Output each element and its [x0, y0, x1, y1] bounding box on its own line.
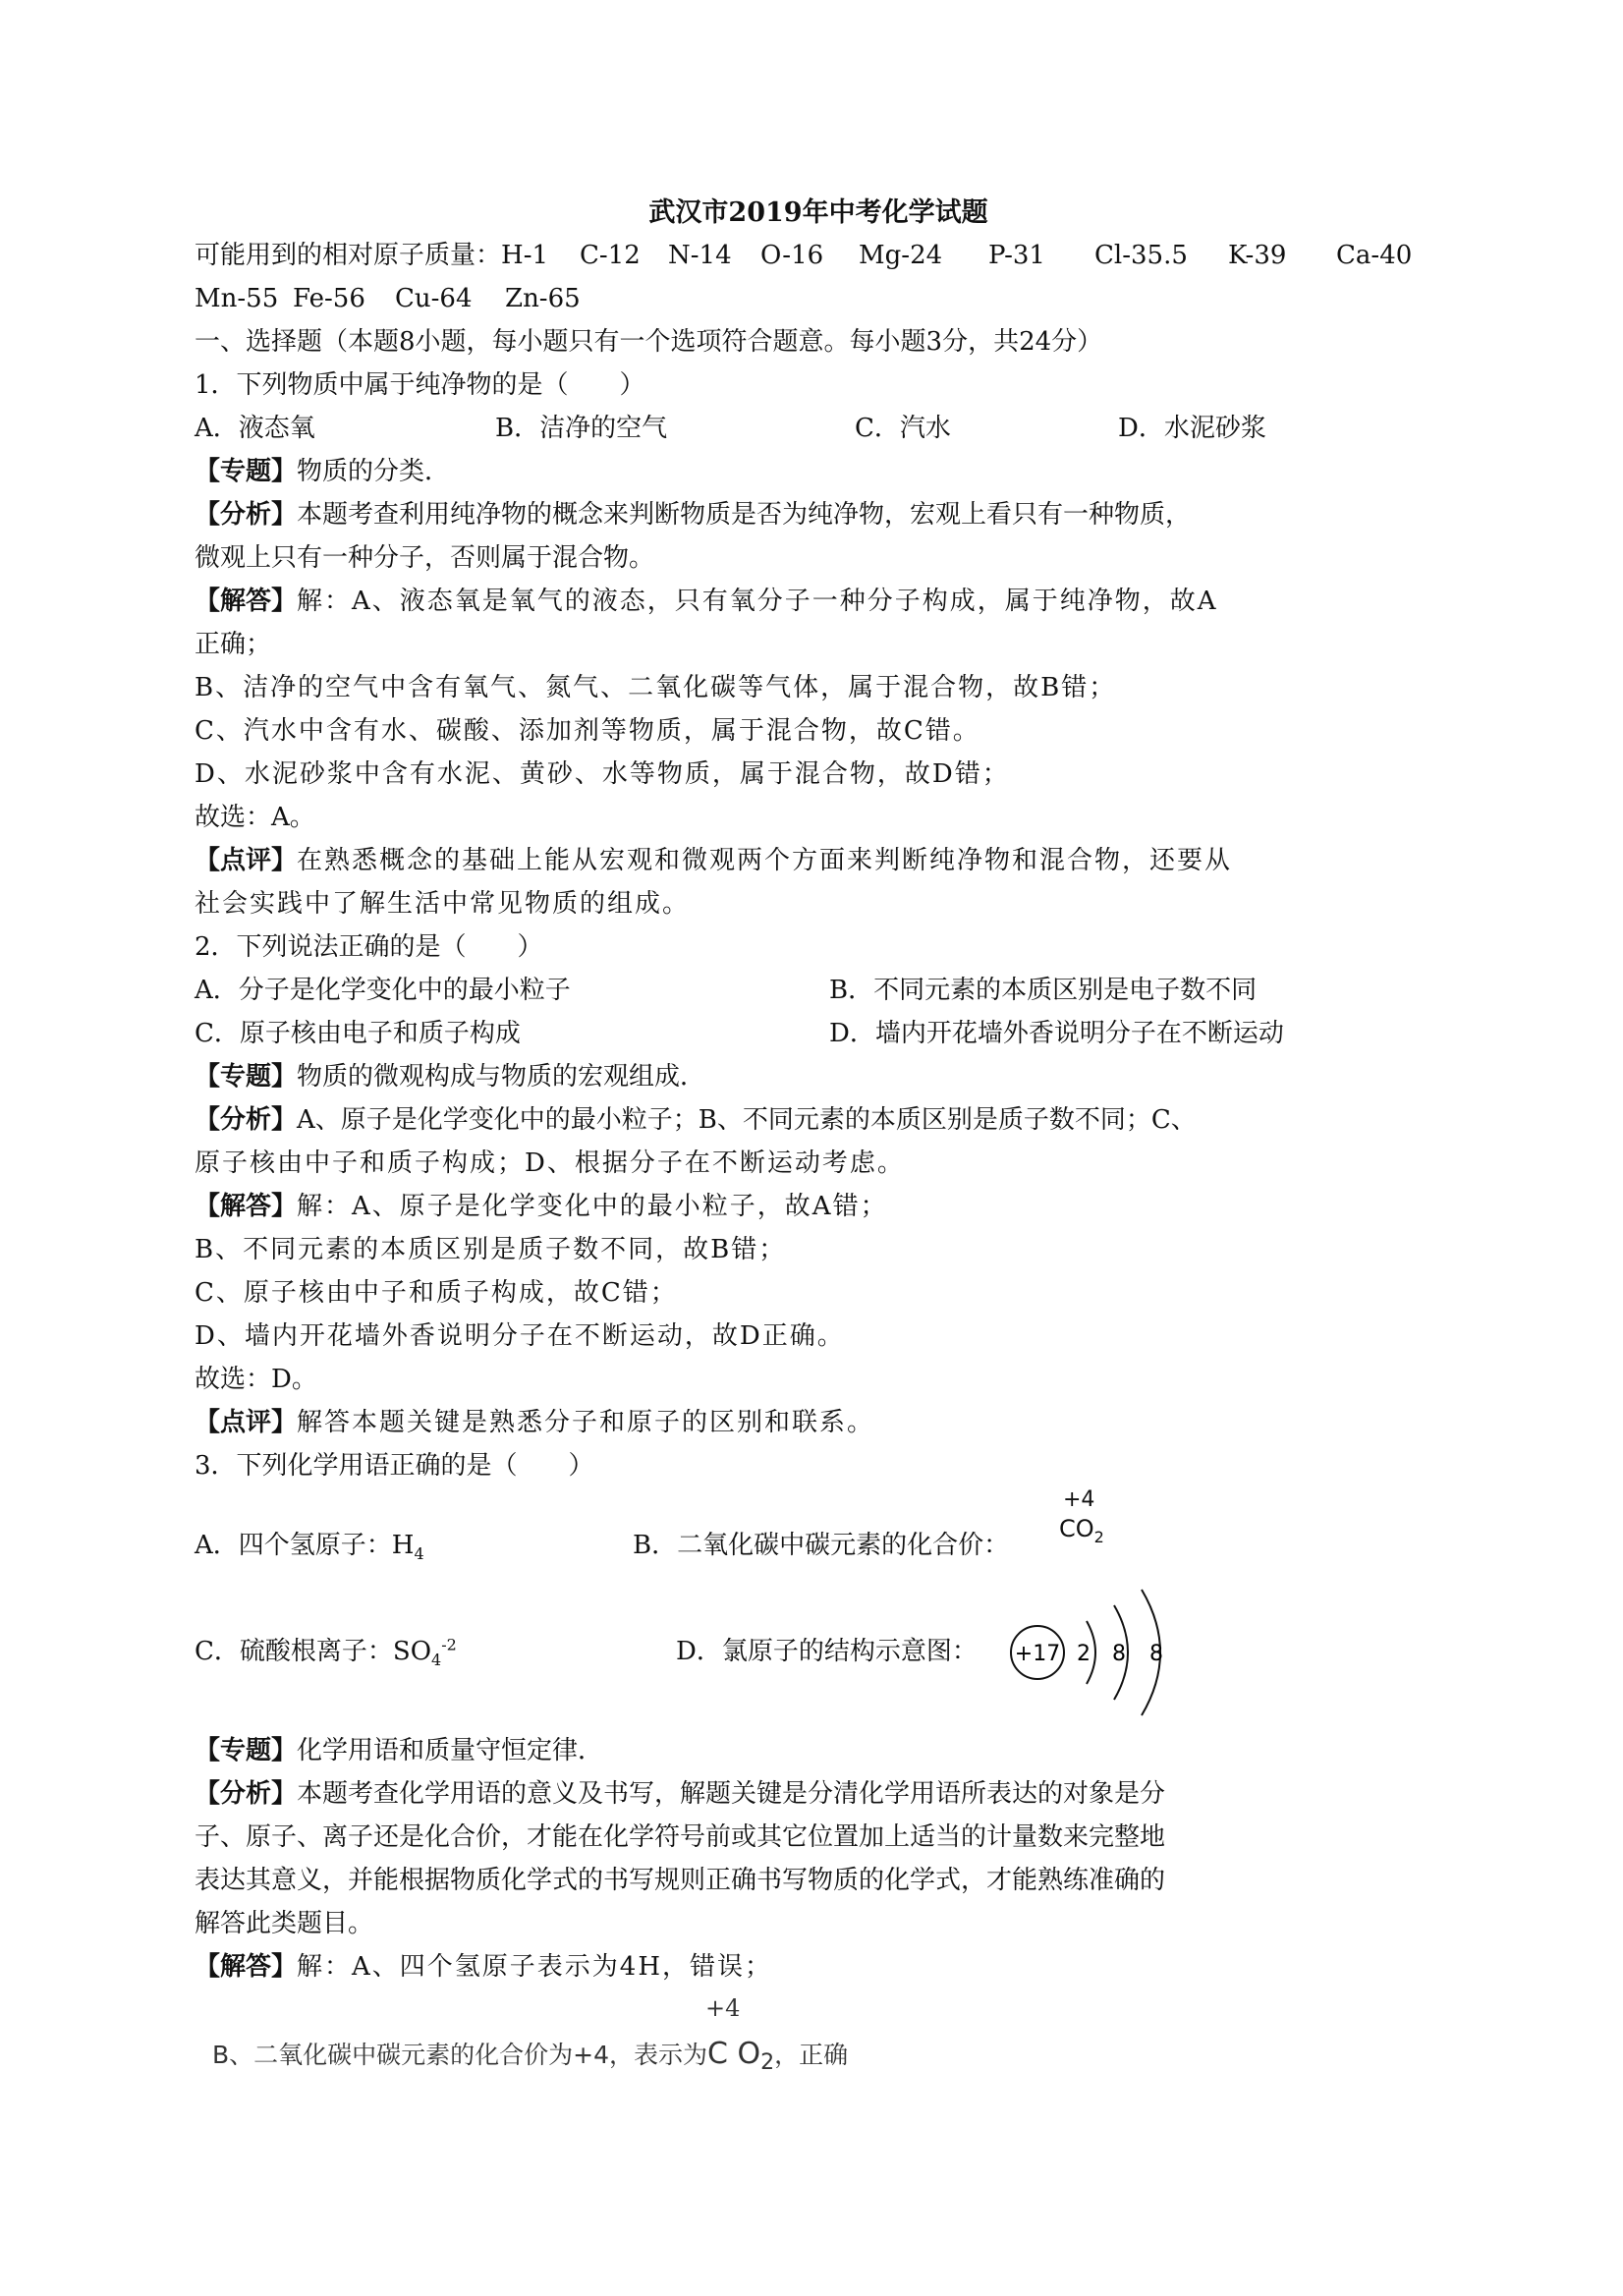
option-d: D．氯原子的结构示意图：: [676, 1637, 978, 1666]
exam-title: 武汉市2019年中考化学试题: [648, 197, 988, 228]
comment-text: 在熟悉概念的基础上能从宏观和微观两个方面来判断纯净物和混合物，还要从: [297, 846, 1233, 875]
atomic-mass: H-1: [501, 241, 549, 270]
q1-answer-line: [195, 580, 1442, 623]
q1-answer-line: 正确；: [195, 630, 272, 659]
analysis-text: 本题考查利用纯净物的概念来判断物质是否为纯净物，宏观上看只有一种物质，: [297, 500, 1192, 530]
option-a-formula: H: [391, 1531, 415, 1560]
option-c-subscript: 4: [431, 1651, 442, 1670]
question-2-options-row-2: [195, 1012, 1442, 1055]
answer-text: 解：A、液态氧是氧气的液态，只有氧分子一种分子构成，属于纯净物，故A: [297, 587, 1218, 616]
comment-tag: 【点评】: [195, 1408, 298, 1437]
analysis-text: A、原子是化学变化中的最小粒子；B、不同元素的本质区别是质子数不同；C、: [297, 1105, 1197, 1135]
q3-analysis-line: [195, 1772, 1442, 1816]
topic-tag: 【专题】: [195, 1062, 298, 1092]
answer-b-formula: C O: [707, 2037, 761, 2071]
q1-answer-line: C、汽水中含有水、碳酸、添加剂等物质，属于混合物，故C错。: [195, 716, 980, 746]
question-3-options-row-2: [195, 1582, 1442, 1729]
topic-text: 物质的微观构成与物质的宏观组成．: [297, 1062, 706, 1092]
topic-tag: 【专题】: [195, 1736, 298, 1765]
q3-analysis-line: 解答此类题目。: [195, 1909, 374, 1938]
q1-comment-line: 社会实践中了解生活中常见物质的组成。: [195, 889, 691, 919]
q1-answer-line: D、水泥砂浆中含有水泥、黄砂、水等物质，属于混合物，故D错；: [195, 759, 1010, 789]
atomic-mass: Cl-35.5: [1094, 241, 1188, 270]
answer-b-line: [212, 2036, 848, 2075]
q2-answer-line: B、不同元素的本质区别是质子数不同，故B错；: [195, 1235, 787, 1264]
atomic-mass: Zn-65: [505, 284, 581, 313]
question-1-stem: 1．下列物质中属于纯净物的是（ ）: [195, 370, 645, 400]
question-2-options-row-1: [195, 969, 1442, 1012]
atomic-mass: Mn-55: [195, 284, 279, 313]
answer-tag: 【解答】: [195, 587, 298, 616]
atomic-mass: Mg-24: [859, 241, 943, 270]
section-heading: 一、选择题（本题8小题，每小题只有一个选项符合题意。每小题3分，共24分）: [195, 327, 1103, 357]
q3-analysis-line: 子、原子、离子还是化合价，才能在化学符号前或其它位置加上适当的计量数来完整地: [195, 1822, 1166, 1852]
formula-text: CO: [1059, 1515, 1094, 1542]
option-c: C．汽水: [855, 414, 951, 443]
answer-b-end: ，正确: [774, 2041, 849, 2069]
q2-answer-line: D、墙内开花墙外香说明分子在不断运动，故D正确。: [195, 1321, 845, 1351]
comment-tag: 【点评】: [195, 846, 298, 875]
answer-tag: 【解答】: [195, 1952, 298, 1982]
atomic-mass: K-39: [1228, 241, 1287, 270]
option-b: B．洁净的空气: [495, 414, 668, 443]
option-b: B．二氧化碳中碳元素的化合价：: [633, 1531, 1010, 1560]
q2-comment-line: [195, 1401, 1442, 1444]
q1-analysis-line: 微观上只有一种分子，否则属于混合物。: [195, 543, 655, 573]
option-a: A．液态氧: [195, 414, 315, 443]
atomic-mass-label: 可能用到的相对原子质量：: [195, 241, 502, 270]
q2-analysis-line: [195, 1098, 1442, 1142]
answer-text: 解：A、原子是化学变化中的最小粒子，故A错；: [297, 1192, 888, 1221]
atomic-mass: Cu-64: [395, 284, 473, 313]
question-1-options: [195, 407, 1442, 450]
q1-answer-line: 故选：A。: [195, 803, 315, 832]
q1-topic: [195, 450, 1442, 493]
option-a: [195, 1525, 424, 1563]
atomic-mass-row-2: [195, 277, 1442, 320]
q2-answer-line: [195, 1185, 1442, 1228]
option-b-charge: +4: [1063, 1487, 1095, 1512]
atomic-mass: Fe-56: [293, 284, 365, 313]
option-b-formula: [1059, 1515, 1104, 1546]
option-c-text: C．硫酸根离子：: [195, 1637, 393, 1666]
shell-electrons-3: 8: [1149, 1642, 1163, 1666]
atomic-mass-row-1: [195, 234, 1442, 277]
option-d: D．墙内开花墙外香说明分子在不断运动: [829, 1019, 1284, 1048]
option-c: C．原子核由电子和质子构成: [195, 1019, 521, 1048]
q2-answer-line: 故选：D。: [195, 1365, 317, 1394]
topic-text: 物质的分类．: [297, 457, 451, 486]
comment-text: 解答本题关键是熟悉分子和原子的区别和联系。: [297, 1408, 875, 1437]
q3-answer-b: [195, 1988, 1442, 2087]
question-3-options-row-1: [195, 1487, 1442, 1582]
shell-electrons-1: 2: [1077, 1642, 1091, 1666]
q2-answer-line: C、原子核由中子和质子构成，故C错；: [195, 1278, 678, 1308]
atomic-mass: P-31: [988, 241, 1045, 270]
q3-topic: [195, 1729, 1442, 1772]
answer-b-subscript: 2: [760, 2050, 775, 2075]
formula-subscript: 2: [1093, 1527, 1104, 1546]
option-d: D．水泥砂浆: [1118, 414, 1266, 443]
option-c-formula: SO: [392, 1637, 432, 1666]
document-page: [195, 193, 1442, 2087]
topic-tag: 【专题】: [195, 457, 298, 486]
option-a-text: A．四个氢原子：: [195, 1531, 392, 1560]
option-c: [195, 1631, 457, 1669]
question-3-stem: 3．下列化学用语正确的是（ ）: [195, 1451, 594, 1481]
nucleus-charge: +17: [1014, 1642, 1061, 1666]
answer-b-charge: +4: [705, 1994, 741, 2022]
atomic-mass: C-12: [580, 241, 641, 270]
shell-electrons-2: 8: [1112, 1642, 1126, 1666]
q2-topic: [195, 1055, 1442, 1098]
option-a-subscript: 4: [414, 1544, 424, 1564]
q1-answer-line: B、洁净的空气中含有氧气、氮气、二氧化碳等气体，属于混合物，故B错；: [195, 673, 1117, 702]
analysis-text: 本题考查化学用语的意义及书写，解题关键是分清化学用语所表达的对象是分: [297, 1779, 1166, 1809]
answer-tag: 【解答】: [195, 1192, 298, 1221]
question-2-stem: 2．下列说法正确的是（ ）: [195, 932, 543, 962]
atomic-mass: N-14: [668, 241, 732, 270]
answer-text: 解：A、四个氢原子表示为4H，错误；: [297, 1952, 773, 1982]
option-c-superscript: -2: [441, 1635, 457, 1654]
topic-text: 化学用语和质量守恒定律．: [297, 1736, 604, 1765]
q2-analysis-line: 原子核由中子和质子构成；D、根据分子在不断运动考虑。: [195, 1148, 905, 1178]
q1-comment-line: [195, 839, 1442, 882]
answer-b-text: B、二氧化碳中碳元素的化合价为+4，表示为: [212, 2041, 708, 2069]
analysis-tag: 【分析】: [195, 500, 298, 530]
q3-answer-line: [195, 1945, 1442, 1988]
analysis-tag: 【分析】: [195, 1105, 298, 1135]
option-b: B．不同元素的本质区别是电子数不同: [829, 976, 1258, 1005]
atomic-mass: Ca-40: [1336, 241, 1413, 270]
atomic-mass: O-16: [760, 241, 824, 270]
analysis-tag: 【分析】: [195, 1779, 298, 1809]
chlorine-atom-diagram: [1006, 1582, 1183, 1729]
q1-analysis-line: [195, 493, 1442, 536]
q3-analysis-line: 表达其意义，并能根据物质化学式的书写规则正确书写物质的化学式，才能熟练准确的: [195, 1866, 1166, 1895]
option-a: A．分子是化学变化中的最小粒子: [195, 976, 571, 1005]
